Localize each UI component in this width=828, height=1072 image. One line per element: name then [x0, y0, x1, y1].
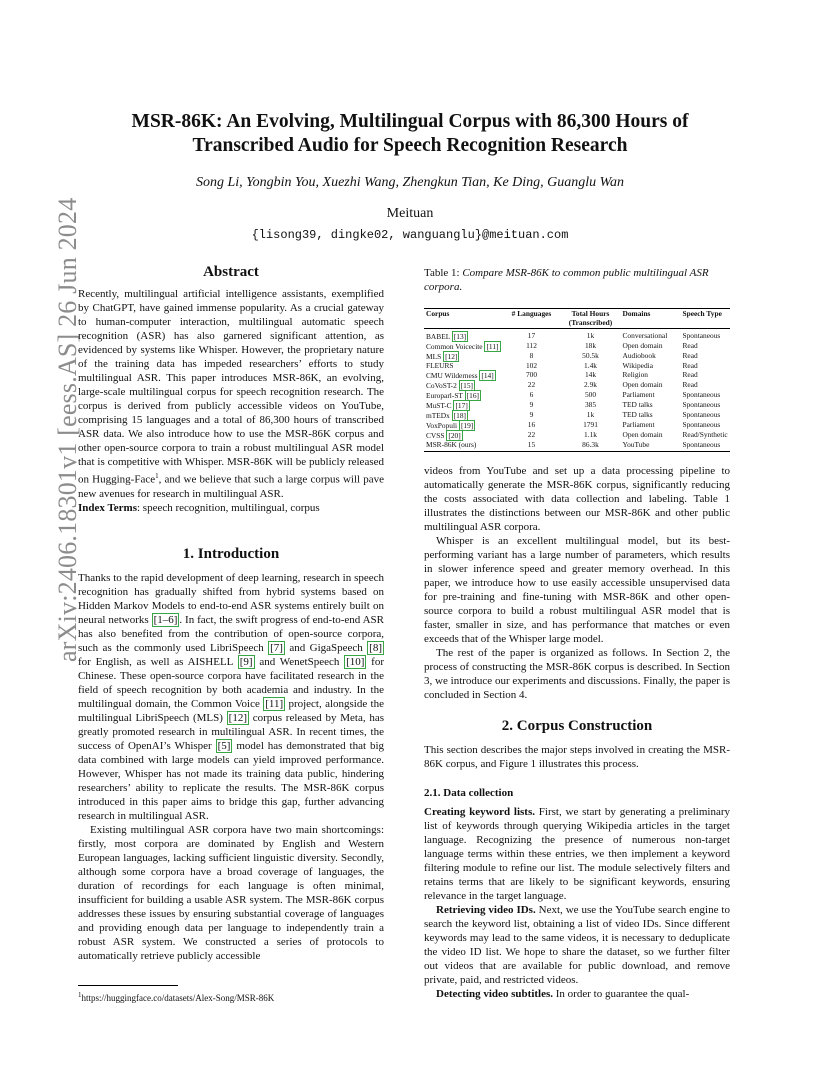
cell-total-hours: 50.5k — [582, 351, 599, 360]
intro-paragraph-1: Thanks to the rapid development of deep learning, research in speech recognition has gradually shifted from hybrid systems based on Hidden Markov Models to end-to-end ASR systems entirely built on neural networks [1–6] . In fact, the swift progress of end-to-end ASR has also benefited from the contribution of open-source corpora, such as the commonly used LibriSpeech [7] and GigaSpeech [8] for English, as well as AISHELL [9] and WenetSpeech [10] for Chinese. These open-source corpora have facilitated research in the field of speech recognition by both academia and industry. In the multilingual domain, the Common Voice [11] project, alongside the multilingual LibriSpeech (MLS) [12] corpus released by Meta, has greatly promoted research in multilingual ASR. In recent times, the success of OpenAI’s Whisper [5] model has demonstrated that big data combined with large models can yield improved performance. However, Whisper has not made its training data public, hindering researchers’ ability to replicate the results. The MSR-86K corpus introduced in this paper aims to bridge this gap, further advancing research in multilingual ASR. — [78, 572, 385, 822]
data-collection-subheading: 2.1. Data collection — [424, 787, 514, 799]
cell-total-hours: 385 — [584, 399, 597, 409]
cell-domain: TED talks — [622, 409, 653, 419]
cell-domain: Parliament — [622, 419, 655, 429]
header-languages: # Languages — [511, 309, 552, 318]
citation-link[interactable]: [17] — [455, 400, 468, 410]
cell-speech-type: Read — [682, 351, 698, 360]
corpus-construction-heading: 2. Corpus Construction — [501, 718, 653, 734]
cell-languages: 16 — [527, 419, 536, 429]
citation-link[interactable]: [8] — [369, 642, 382, 654]
cell-domain: Audiobook — [622, 351, 656, 360]
citation-link[interactable]: [16] — [466, 390, 479, 400]
cell-speech-type: Read — [682, 379, 698, 389]
cell-domain: Parliament — [622, 389, 655, 399]
citation-link[interactable]: [13] — [453, 332, 467, 341]
citation-link[interactable]: [10] — [346, 656, 365, 668]
title-line-1: MSR-86K: An Evolving, Multilingual Corpus with 86,300 Hours of — [131, 111, 689, 132]
citation-link[interactable]: [18] — [453, 410, 466, 420]
table-1-caption: Table 1: Compare MSR-86K to common public multilingual ASR corpora. — [424, 267, 709, 293]
header-speech-type: Speech Type — [682, 309, 722, 318]
abstract-heading: Abstract — [203, 264, 259, 280]
citation-link[interactable]: [12] — [445, 352, 458, 361]
cell-corpus: CMU Wilderness [14] — [426, 370, 494, 380]
cell-speech-type: Spontaneous — [681, 441, 731, 452]
intro-continued — [424, 464, 730, 702]
citation-link[interactable]: [9] — [239, 656, 253, 668]
table-1-block — [424, 266, 730, 452]
cell-domain: TED talks — [622, 399, 653, 409]
abstract-text: Recently, multilingual artificial intelligence assistants, exemplified by ChatGPT, have gained immense popularity. As a crucial gateway to human-computer interaction, multilingual automatic speech recognition (ASR) has also garnered significant attention, as evidenced by systems like Whisper. However, the proprietary nature of the training data has impeded researchers’ efforts to study multilingual ASR. This paper introduces MSR-86K, an evolving, large-scale multilingual corpus for speech recognition research. The corpus is derived from publicly accessible videos on YouTube, comprising 15 languages and a total of 86,300 hours of transcribed ASR data. We also introduce how to use the MSR-86K corpus and other open-source corpora to train a robust multilingual ASR model that is competitive with Whisper. MSR-86K will be publicly released on Hugging-Face$^1$, and we believe that such a large corpus will pave new avenues for research in multilingual ASR. — [78, 288, 384, 500]
cell-languages: 102 — [525, 361, 538, 370]
arxiv-side-stamp — [20, 197, 82, 662]
cell-corpus: mTEDx [18] — [426, 410, 466, 420]
affiliation: Meituan — [386, 206, 434, 221]
citation-link[interactable]: [1–6] — [153, 614, 178, 626]
cell-domain: Religion — [622, 369, 648, 379]
cell-corpus: VoxPopuli [19] — [426, 420, 474, 430]
header-corpus: Corpus — [426, 309, 450, 318]
cell-corpus: MuST-C [17] — [426, 400, 468, 410]
cell-corpus: Common Voicecite [11] — [426, 342, 499, 351]
introduction-section — [78, 546, 384, 963]
cell-domain: Open domain — [622, 379, 663, 389]
author-list: Song Li, Yongbin You, Xuezhi Wang, Zhengkun Tian, Ke Ding, Guanglu Wan — [195, 175, 625, 190]
cell-speech-type: Spontaneous — [682, 409, 721, 419]
cell-domain: Wikipedia — [622, 361, 653, 370]
index-terms: Index Terms: speech recognition, multilingual, corpus — [78, 501, 320, 514]
cell-total-hours: 86.3k — [561, 441, 621, 452]
cell-languages: 8 — [529, 351, 534, 360]
cell-languages: 9 — [529, 399, 534, 409]
cell-speech-type: Spontaneous — [682, 331, 721, 340]
citation-link[interactable]: [20] — [448, 430, 461, 440]
right-paragraph-2: Whisper is an excellent multilingual model, but its best-performing variant has a large number of parameters, which results in slower inference speed and greater memory overhead. In this paper, we introduce how to use easily accessible unsupervised data for pre-training and fine-tuning with MSR-86K and other open-source corpora to build a robust multilingual ASR model that is faster, smaller in size, and has performance that matches or even exceeds that of the Whisper large model. — [424, 535, 730, 645]
cell-languages: 112 — [526, 341, 537, 350]
cell-corpus: MSR-86K (ours) — [424, 441, 503, 452]
right-paragraph-3: The rest of the paper is organized as follows. In Section 2, the process of constructing the MSR-86K corpus is described. In Section 3, we introduce our experiments and discussions. Finally, the paper is concluded in Section 4. — [424, 647, 730, 701]
footnote: $^1$https://huggingface.co/datasets/Alex-Song/MSR-86K — [78, 991, 275, 1003]
table-row — [424, 441, 730, 452]
citation-link[interactable]: [11] — [486, 342, 499, 351]
cell-speech-type: Spontaneous — [682, 399, 721, 409]
cell-total-hours: 1791 — [583, 419, 598, 429]
corpus-construction-section — [424, 718, 730, 1001]
table-body — [424, 329, 730, 452]
cell-languages: 17 — [527, 331, 536, 340]
citation-link[interactable]: [5] — [217, 740, 231, 752]
footnote-divider — [78, 985, 178, 986]
cell-total-hours: 18k — [584, 341, 597, 350]
cell-speech-type: Spontaneous — [682, 419, 721, 429]
intro-paragraph-2: Existing multilingual ASR corpora have two main shortcomings: firstly, most corpora are dominated by English and Western European languages, lacking sufficient linguistic diversity. Secondly, although some corpora have a broad coverage of languages, the duration of recordings for each language is often minimal, insufficient for building a usable ASR system. The MSR-86K corpus addresses these issues by ensuring substantial coverage of languages and providing enough data per language to independently train a robust ASR system. We constructed a series of protocols to automatically retrieve publicly accessible — [78, 824, 384, 962]
cell-speech-type: Read — [682, 341, 698, 350]
video-ids-paragraph: Retrieving video IDs. Next, we use the YouTube search engine to search the keyword list, obtaining a list of video IDs. Since different keywords may lead to the same videos, it is necessary to deduplicate the video ID list. We hope to share the dataset, so we further filter out videos that are available for public download, and remove private, paid, and restricted videos. — [424, 904, 730, 986]
cell-corpus: CVSS [20] — [426, 430, 461, 440]
footnote-marker[interactable]: 1 — [155, 472, 159, 480]
cell-domain: YouTube — [621, 441, 681, 452]
cell-total-hours: 1k — [586, 409, 595, 419]
cell-languages: 9 — [529, 409, 534, 419]
right-paragraph-1: videos from YouTube and set up a data processing pipeline to automatically generate the MSR-86K corpus, significantly reducing the costs associated with data collection and labeling. Table 1 illustrates the distinctions between our MSR-86K and other public multilingual ASR corpora. — [424, 465, 730, 533]
cell-corpus: Europarl-ST [16] — [426, 390, 479, 400]
cell-domain: Conversational — [622, 331, 668, 340]
citation-link[interactable]: [7] — [270, 642, 283, 654]
cell-speech-type: Read — [682, 361, 698, 370]
cell-total-hours: 1k — [586, 331, 595, 340]
cell-corpus: MLS [12] — [426, 352, 458, 361]
cell-domain: Open domain — [622, 341, 663, 350]
citation-link[interactable]: [12] — [228, 712, 247, 724]
cell-languages: 15 — [503, 441, 561, 452]
cell-total-hours: 14k — [584, 369, 597, 379]
cell-corpus: BABEL [13] — [426, 332, 467, 341]
citation-link[interactable]: [19] — [460, 420, 474, 430]
table-row — [424, 329, 730, 343]
cell-total-hours: 1.4k — [584, 361, 597, 370]
corpus-comparison-table — [424, 308, 730, 452]
citation-link[interactable]: [14] — [481, 370, 494, 380]
paper-title — [110, 110, 710, 158]
cell-speech-type: Read/Synthetic — [682, 429, 728, 439]
header-total-hours: Total Hours (Transcribed) — [568, 309, 613, 327]
footnote-url[interactable]: https://huggingface.co/datasets/Alex-Song/MSR-86K — [81, 993, 275, 1003]
author-emails: {lisong39, dingke02, wanguanglu}@meituan.com — [251, 228, 569, 242]
cell-speech-type: Read — [682, 369, 698, 379]
cell-total-hours: 500 — [584, 389, 597, 399]
cell-languages: 22 — [527, 379, 536, 389]
citation-link[interactable]: [11] — [265, 698, 284, 710]
title-line-2: Transcribed Audio for Speech Recognition Research — [192, 135, 628, 156]
cell-speech-type: Spontaneous — [682, 389, 721, 399]
table-header-row — [424, 309, 730, 329]
arxiv-identifier: arXiv:2406.18301v1 [eess.AS] 26 Jun 2024 — [53, 197, 82, 662]
corpus-intro: This section describes the major steps involved in creating the MSR-86K corpus, and Figure 1 illustrates this process. — [424, 744, 730, 770]
cell-total-hours: 1.1k — [584, 429, 597, 439]
cell-corpus: FLEURS — [426, 361, 454, 370]
citation-link[interactable]: [15] — [460, 380, 473, 390]
introduction-heading: 1. Introduction — [182, 546, 280, 562]
header-domains: Domains — [622, 309, 651, 318]
cell-corpus: CoVoST-2 [15] — [426, 380, 473, 390]
abstract-section — [78, 264, 384, 515]
cell-languages: 700 — [525, 369, 538, 379]
cell-languages: 6 — [529, 389, 534, 399]
cell-languages: 22 — [527, 429, 536, 439]
keyword-lists-paragraph: Creating keyword lists. First, we start by generating a preliminary list of keywords through querying Wikipedia articles in the target language. Recognizing the presence of numerous non-target language terms within these entries, we then implement a keyword filtering module to refine our list. The module selectively filters and retains terms that are likely to be significant keywords, ensuring relevance in the target language. — [424, 806, 730, 902]
subtitles-paragraph: Detecting video subtitles. In order to guarantee the qual- — [436, 988, 690, 1000]
cell-domain: Open domain — [622, 429, 663, 439]
cell-total-hours: 2.9k — [584, 379, 597, 389]
